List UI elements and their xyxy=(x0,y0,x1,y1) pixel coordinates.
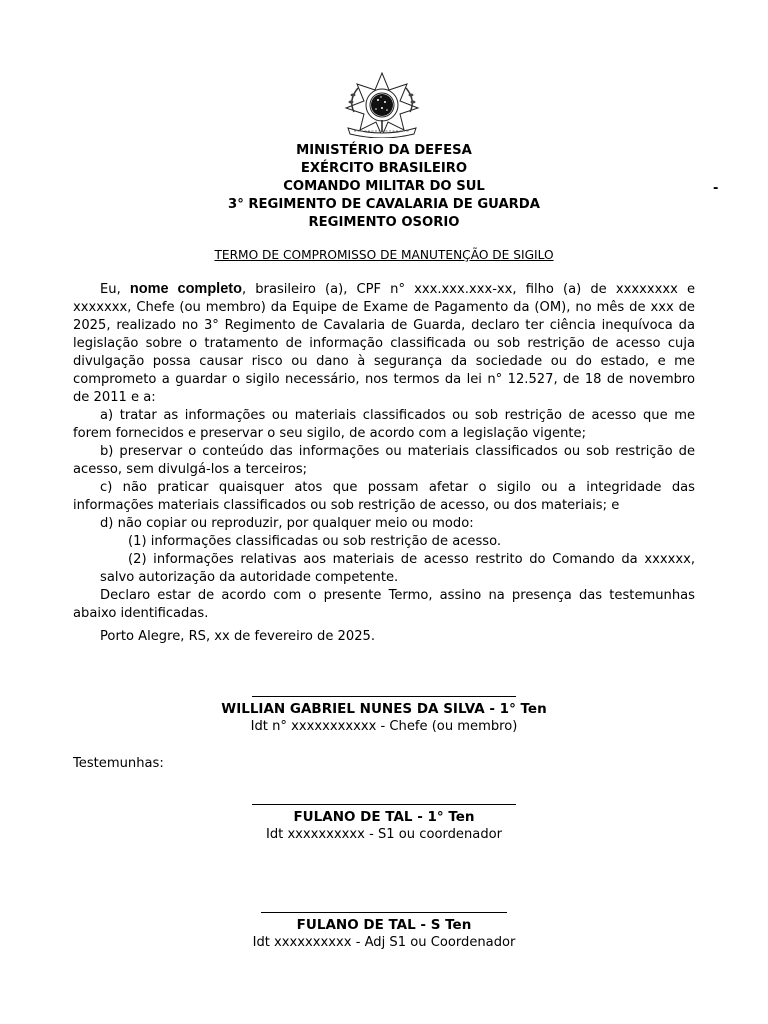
witnesses-label: Testemunhas: xyxy=(73,756,164,771)
intro-text: , brasileiro (a), CPF n° xxx.xxx.xxx-xx, filho (a) de xxxxxxxx e xxxxxxx, Chefe (ou membro) da Equipe de Exame de Pagamento da (OM), no mês de xxx de 2025, realizado no 3° Regimento de Cavalaria de Guarda, declaro ter ciência inequívoca da legislação sobre o tratamento de informação classificada ou sob restrição de acesso cuja divulgação possa causar risco ou dano à segurança da sociedade ou do estado, e me comprometo a guardar o sigilo necessário, nos termos da lei n° 12.527, de 18 de novembro de 2011 e a: xyxy=(73,282,696,405)
place-date: Porto Alegre, RS, xx de fevereiro de 2025. xyxy=(100,629,376,644)
stray-mark: - xyxy=(713,181,719,196)
witness1-name: FULANO DE TAL - 1° Ten xyxy=(293,809,475,825)
item-b: b) preservar o conteúdo das informações ou materiais classificados ou sob restrição de acesso, sem divulgá-los a terceiros; xyxy=(73,444,695,477)
signature-line xyxy=(252,688,516,697)
brazil-coat-of-arms-icon xyxy=(340,72,424,138)
document-title: TERMO DE COMPROMISSO DE MANUTENÇÃO DE SIGILO xyxy=(214,248,554,262)
header-line-army: EXÉRCITO BRASILEIRO xyxy=(300,161,468,176)
header-line-regiment-name: REGIMENTO OSORIO xyxy=(308,215,460,230)
item-d1: (1) informações classificadas ou sob restrição de acesso. xyxy=(128,534,502,549)
witness1-role: Idt xxxxxxxxxx - S1 ou coordenador xyxy=(265,827,503,842)
witness2-role: Idt xxxxxxxxxx - Adj S1 ou Coordenador xyxy=(252,935,516,950)
signer-name: WILLIAN GABRIEL NUNES DA SILVA - 1° Ten xyxy=(221,701,547,717)
intro-paragraph xyxy=(73,280,695,407)
signature-line xyxy=(252,796,516,805)
header-line-ministry: MINISTÉRIO DA DEFESA xyxy=(296,143,472,158)
main-signature-block xyxy=(0,688,768,736)
item-d2: (2) informações relativas aos materiais de acesso restrito do Comando da xxxxxx, salvo autorização da autoridade competente. xyxy=(100,552,695,585)
item-a: a) tratar as informações ou materiais classificados ou sob restrição de acesso que me forem fornecidos e preservar o seu sigilo, de acordo com a legislação vigente; xyxy=(73,408,695,441)
intro-prefix: Eu, xyxy=(100,282,130,297)
witness2-name: FULANO DE TAL - S Ten xyxy=(296,917,472,933)
letterhead xyxy=(0,142,768,232)
item-c: c) não praticar quaisquer atos que possam afetar o sigilo ou a integridade das informações materiais classificados ou sob restrição de acesso, ou dos materiais; e xyxy=(73,480,695,513)
witness1-signature-block xyxy=(0,796,768,844)
item-d: d) não copiar ou reproduzir, por qualquer meio ou modo: xyxy=(100,516,474,531)
witness2-signature-block xyxy=(0,904,768,952)
header-line-regiment: 3° REGIMENTO DE CAVALARIA DE GUARDA xyxy=(228,197,540,212)
header-line-command: COMANDO MILITAR DO SUL xyxy=(283,179,485,194)
document-body xyxy=(73,280,695,623)
full-name-placeholder: nome completo xyxy=(129,281,242,297)
signature-line xyxy=(261,904,507,913)
closing-paragraph: Declaro estar de acordo com o presente Termo, assino na presença das testemunhas abaixo identificadas. xyxy=(73,588,695,621)
signer-role: Idt n° xxxxxxxxxxx - Chefe (ou membro) xyxy=(250,719,518,734)
